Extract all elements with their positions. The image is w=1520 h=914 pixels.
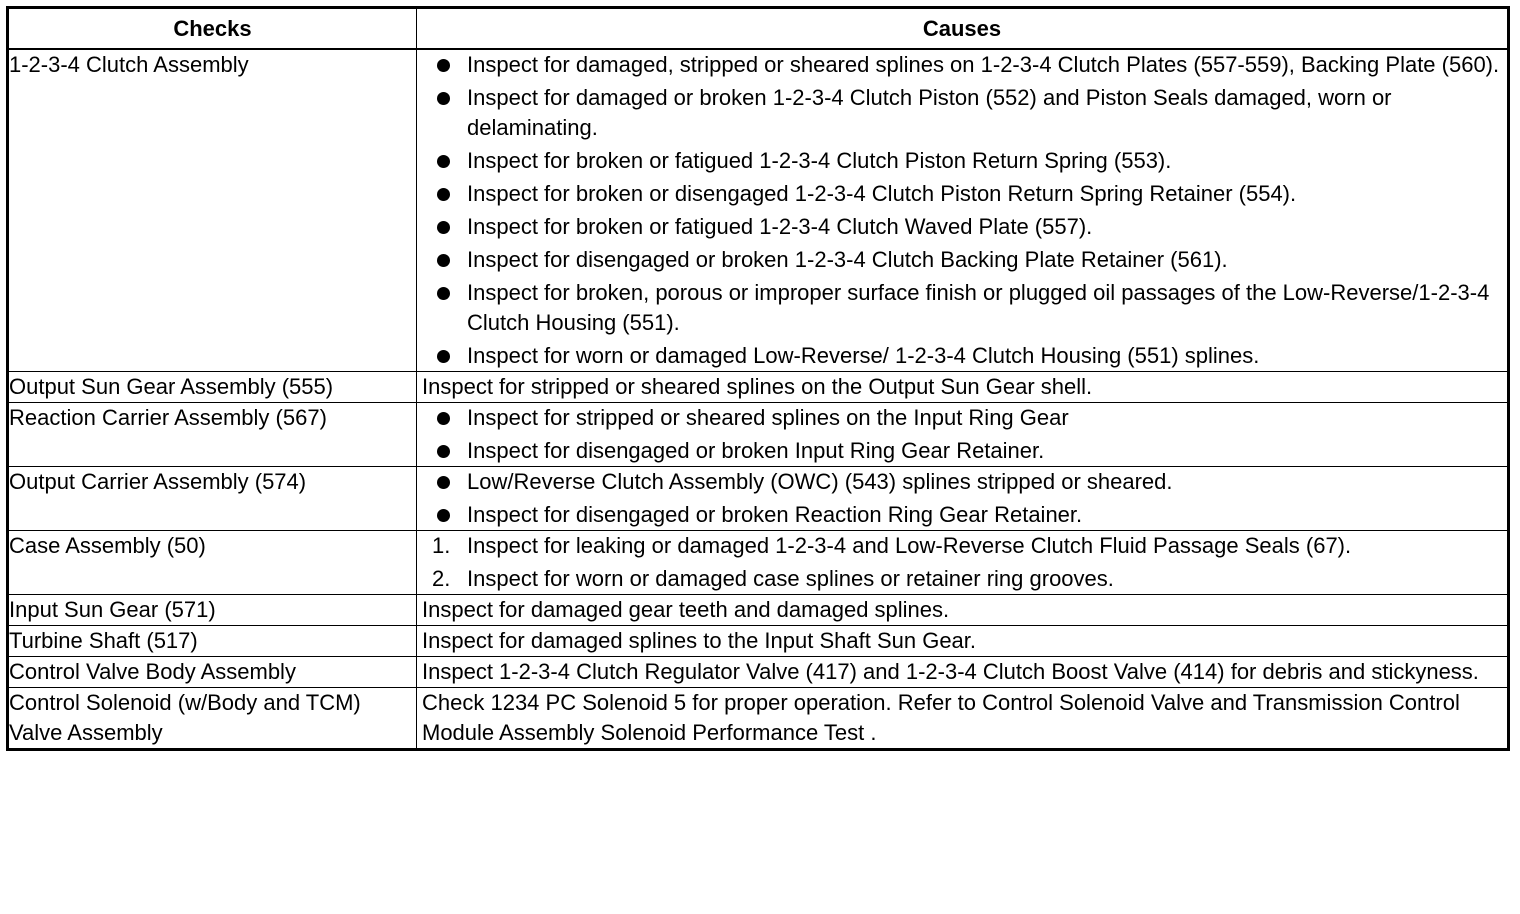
table-row xyxy=(8,688,1509,750)
table-row xyxy=(8,531,1509,595)
check-cell: Output Sun Gear Assembly (555) xyxy=(8,372,417,403)
cause-text: Inspect for broken or disengaged 1-2-3-4 Clutch Piston Return Spring Retainer (554). xyxy=(467,181,1297,206)
cause-bullet-item xyxy=(417,245,1507,275)
cause-cell xyxy=(417,403,1509,467)
cause-text: Inspect for broken or fatigued 1-2-3-4 Clutch Waved Plate (557). xyxy=(467,214,1093,239)
cause-bullet-item xyxy=(417,500,1507,530)
table-row xyxy=(8,595,1509,626)
bullet-icon xyxy=(437,155,450,168)
table-row xyxy=(8,49,1509,372)
cause-text: Inspect for worn or damaged case splines or retainer ring grooves. xyxy=(467,566,1114,591)
cause-text: Inspect for disengaged or broken Input Ring Gear Retainer. xyxy=(467,438,1045,463)
cause-cell: Check 1234 PC Solenoid 5 for proper operation. Refer to Control Solenoid Valve and Transmission Control Module Assembly Solenoid Performance Test . xyxy=(417,688,1509,750)
cause-bullet-item xyxy=(417,50,1507,80)
cause-cell xyxy=(417,49,1509,372)
check-cell: Output Carrier Assembly (574) xyxy=(8,467,417,531)
cause-cell: Inspect for damaged splines to the Input Shaft Sun Gear. xyxy=(417,626,1509,657)
cause-bullet-item xyxy=(417,146,1507,176)
bullet-icon xyxy=(437,509,450,522)
cause-text: Inspect for stripped or sheared splines on the Input Ring Gear xyxy=(467,405,1069,430)
item-number: 2. xyxy=(432,566,451,591)
causes-column-header: Causes xyxy=(417,8,1509,50)
bullet-icon xyxy=(437,287,450,300)
cause-bullet-item xyxy=(417,179,1507,209)
cause-text: Inspect for damaged or broken 1-2-3-4 Clutch Piston (552) and Piston Seals damaged, worn or delaminating. xyxy=(467,85,1392,140)
cause-text: Inspect for broken or fatigued 1-2-3-4 Clutch Piston Return Spring (553). xyxy=(467,148,1172,173)
cause-numbered-list xyxy=(417,531,1507,594)
cause-cell xyxy=(417,531,1509,595)
checks-column-header: Checks xyxy=(8,8,417,50)
cause-text: Inspect for worn or damaged Low-Reverse/ 1-2-3-4 Clutch Housing (551) splines. xyxy=(467,343,1260,368)
cause-bullet-list xyxy=(417,403,1507,466)
cause-text: Inspect for leaking or damaged 1-2-3-4 and Low-Reverse Clutch Fluid Passage Seals (67). xyxy=(467,533,1352,558)
table-header-row xyxy=(8,8,1509,50)
bullet-icon xyxy=(437,59,450,72)
bullet-icon xyxy=(437,188,450,201)
cause-cell xyxy=(417,467,1509,531)
check-cell: Reaction Carrier Assembly (567) xyxy=(8,403,417,467)
table-row xyxy=(8,657,1509,688)
cause-bullet-item xyxy=(417,83,1507,143)
item-number: 1. xyxy=(432,533,451,558)
cause-numbered-item xyxy=(417,531,1507,561)
cause-text: Inspect for broken, porous or improper surface finish or plugged oil passages of the Low-Reverse/1-2-3-4 Clutch Housing (551). xyxy=(467,280,1490,335)
cause-text: Low/Reverse Clutch Assembly (OWC) (543) splines stripped or sheared. xyxy=(467,469,1173,494)
check-cell: Case Assembly (50) xyxy=(8,531,417,595)
cause-bullet-item xyxy=(417,341,1507,371)
bullet-icon xyxy=(437,254,450,267)
cause-cell: Inspect for stripped or sheared splines on the Output Sun Gear shell. xyxy=(417,372,1509,403)
cause-bullet-item xyxy=(417,467,1507,497)
table-row xyxy=(8,626,1509,657)
cause-bullet-item xyxy=(417,212,1507,242)
bullet-icon xyxy=(437,445,450,458)
cause-bullet-item xyxy=(417,403,1507,433)
bullet-icon xyxy=(437,221,450,234)
cause-cell: Inspect 1-2-3-4 Clutch Regulator Valve (417) and 1-2-3-4 Clutch Boost Valve (414) for debris and stickyness. xyxy=(417,657,1509,688)
cause-text: Inspect for disengaged or broken 1-2-3-4 Clutch Backing Plate Retainer (561). xyxy=(467,247,1228,272)
check-cell: 1-2-3-4 Clutch Assembly xyxy=(8,49,417,372)
cause-bullet-item xyxy=(417,278,1507,338)
bullet-icon xyxy=(437,92,450,105)
bullet-icon xyxy=(437,412,450,425)
cause-numbered-item xyxy=(417,564,1507,594)
diagnostic-table xyxy=(6,6,1510,751)
cause-cell: Inspect for damaged gear teeth and damaged splines. xyxy=(417,595,1509,626)
check-cell: Turbine Shaft (517) xyxy=(8,626,417,657)
table-row xyxy=(8,372,1509,403)
cause-bullet-item xyxy=(417,436,1507,466)
table-row xyxy=(8,403,1509,467)
cause-text: Inspect for disengaged or broken Reaction Ring Gear Retainer. xyxy=(467,502,1083,527)
check-cell: Control Solenoid (w/Body and TCM) Valve Assembly xyxy=(8,688,417,750)
cause-bullet-list xyxy=(417,50,1507,371)
bullet-icon xyxy=(437,350,450,363)
check-cell: Control Valve Body Assembly xyxy=(8,657,417,688)
cause-text: Inspect for damaged, stripped or sheared splines on 1-2-3-4 Clutch Plates (557-559), Backing Plate (560). xyxy=(467,52,1500,77)
table-row xyxy=(8,467,1509,531)
check-cell: Input Sun Gear (571) xyxy=(8,595,417,626)
bullet-icon xyxy=(437,476,450,489)
cause-bullet-list xyxy=(417,467,1507,530)
